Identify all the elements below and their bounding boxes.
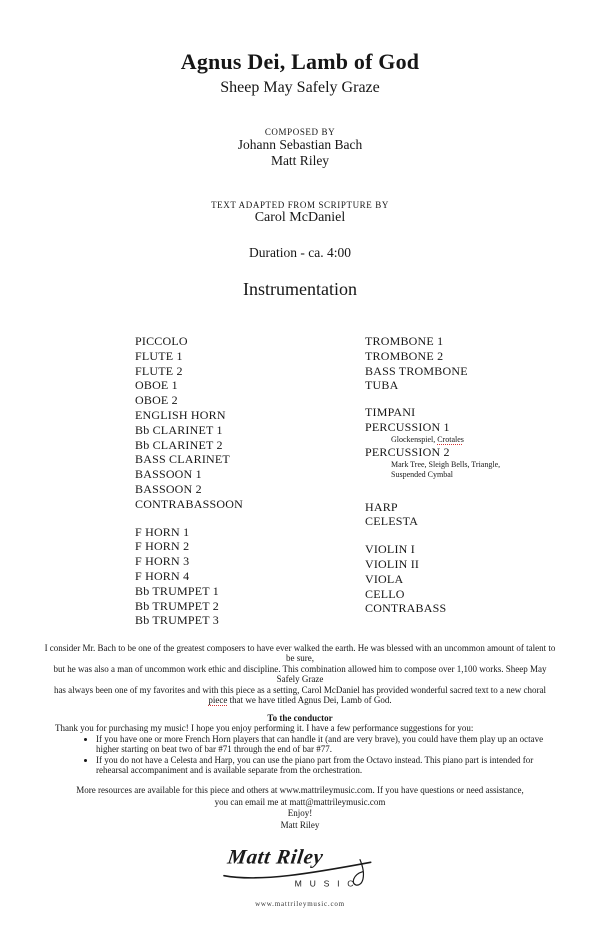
resources-block	[0, 785, 600, 831]
enjoy-text: Enjoy!	[287, 808, 313, 819]
instrument: HARP	[365, 499, 398, 514]
website-url: www.mattrileymusic.com	[255, 900, 345, 909]
instrument: Bb TRUMPET 2	[135, 598, 219, 613]
duration-text: Duration - ca. 4:00	[249, 245, 351, 260]
conductor-heading: To the conductor	[267, 713, 333, 724]
column-gap	[365, 529, 500, 542]
instrument: TROMBONE 2	[365, 348, 444, 363]
conductor-suggestions-list	[0, 734, 600, 775]
instrument: ENGLISH HORN	[135, 407, 226, 422]
instrument: BASS TROMBONE	[365, 363, 468, 378]
instrument: F HORN 3	[135, 554, 190, 569]
instrumentation-columns	[0, 334, 600, 628]
instrument: F HORN 2	[135, 539, 190, 554]
conductor-intro: Thank you for purchasing my music! I hope you enjoy performing it. I have a few performance suggestions for you:	[55, 723, 474, 734]
instrument: BASS CLARINET	[135, 452, 230, 467]
instrument: Bb CLARINET 1	[135, 422, 223, 437]
instrument: F HORN 4	[135, 568, 190, 583]
composer-name-1: Johann Sebastian Bach	[237, 137, 363, 152]
instrument: CELESTA	[365, 514, 419, 529]
instrument-column-left	[135, 334, 243, 628]
instrument: TROMBONE 1	[365, 334, 444, 348]
resources-line2: you can email me at matt@mattrileymusic.com	[214, 796, 386, 807]
resources-line1: More resources are available for this piece and others at www.mattrileymusic.com. If you have questions or need assistance,	[76, 785, 524, 796]
instrument: TIMPANI	[365, 405, 416, 420]
instrument: VIOLA	[365, 571, 404, 586]
instrument: BASSOON 2	[135, 481, 202, 496]
suggestion-item: • If you do not have a Celesta and Harp, you can use the piano part from the Octavo instead. This piano part is intended for rehearsal accompaniment and is available separate from the orchestration.	[96, 755, 548, 775]
instrument: PERCUSSION 1	[365, 419, 450, 434]
instrument: CELLO	[365, 586, 405, 601]
composer-note-line4	[42, 695, 558, 705]
instrument: CONTRABASS	[365, 601, 447, 616]
notes-section	[0, 643, 600, 831]
text-credit-label: TEXT ADAPTED FROM SCRIPTURE BY	[211, 200, 389, 210]
instrument: FLUTE 1	[135, 348, 183, 363]
instrument: PERCUSSION 2	[365, 444, 450, 459]
matt-riley-music-logo-graphic	[220, 837, 380, 893]
column-gap	[135, 512, 243, 525]
instrument: Bb CLARINET 2	[135, 437, 223, 452]
percussion2-detail-line2: Suspended Cymbal	[391, 469, 453, 479]
signature-name-text: Matt Riley	[226, 847, 325, 870]
page-title: Agnus Dei, Lamb of God	[180, 49, 420, 74]
instrument: F HORN 1	[135, 524, 190, 539]
instrument: VIOLIN II	[365, 556, 420, 571]
composed-by-label: COMPOSED BY	[264, 127, 336, 137]
percussion1-detail	[365, 435, 500, 445]
suggestion-item: • If you have one or more French Horn players that can handle it (and are very brave), you could have them play up an octave higher starting on beat two of bar #71 through the end of bar #77.	[96, 734, 548, 754]
logo-music-text: M U S I C	[294, 878, 357, 889]
signoff-name: Matt Riley	[280, 819, 320, 830]
composer-note-line4-rest: that we have titled Agnus Dei, Lamb of God.	[227, 695, 392, 706]
text-credit-name: Carol McDaniel	[254, 210, 346, 225]
instrument: Bb TRUMPET 1	[135, 583, 219, 598]
column-gap	[365, 393, 500, 405]
instrument: OBOE 1	[135, 378, 178, 393]
composer-note-paragraph	[0, 643, 600, 705]
instrument: BASSOON 1	[135, 467, 202, 482]
instrument-column-right	[365, 334, 500, 616]
percussion2-detail-line1: Mark Tree, Sleigh Bells, Triangle,	[391, 459, 501, 469]
column-gap	[365, 480, 500, 500]
composer-note-line3: has always been one of my favorites and with this piece as a setting, Carol McDaniel has provided wonderful sacred text to a new choral	[53, 684, 547, 695]
instrument: FLUTE 2	[135, 363, 183, 378]
percussion1-detail-flagged-word: Crotales	[437, 434, 464, 444]
signature-logo	[0, 837, 600, 898]
instrument: Bb TRUMPET 3	[135, 613, 219, 628]
composer-note-line1: I consider Mr. Bach to be one of the greatest composers to have ever walked the earth. He was blessed with an uncommon amount of talent to be sure,	[44, 643, 556, 664]
instrumentation-heading: Instrumentation	[243, 279, 357, 299]
percussion1-detail-prefix: Glockenspiel,	[391, 434, 438, 444]
instrument: VIOLIN I	[365, 542, 415, 557]
composer-note-line2: but he was also a man of uncommon work ethic and discipline. This combination allowed him to compose over 1,100 works. Sheep May Safely Graze	[53, 663, 547, 685]
composer-name-2: Matt Riley	[270, 152, 330, 168]
composer-note-flagged-word: piece	[208, 695, 228, 706]
page-subtitle: Sheep May Safely Graze	[220, 79, 380, 96]
instrument: CONTRABASSOON	[135, 496, 243, 511]
instrument: PICCOLO	[135, 334, 188, 348]
instrument: TUBA	[365, 378, 399, 393]
instrument: OBOE 2	[135, 393, 178, 408]
